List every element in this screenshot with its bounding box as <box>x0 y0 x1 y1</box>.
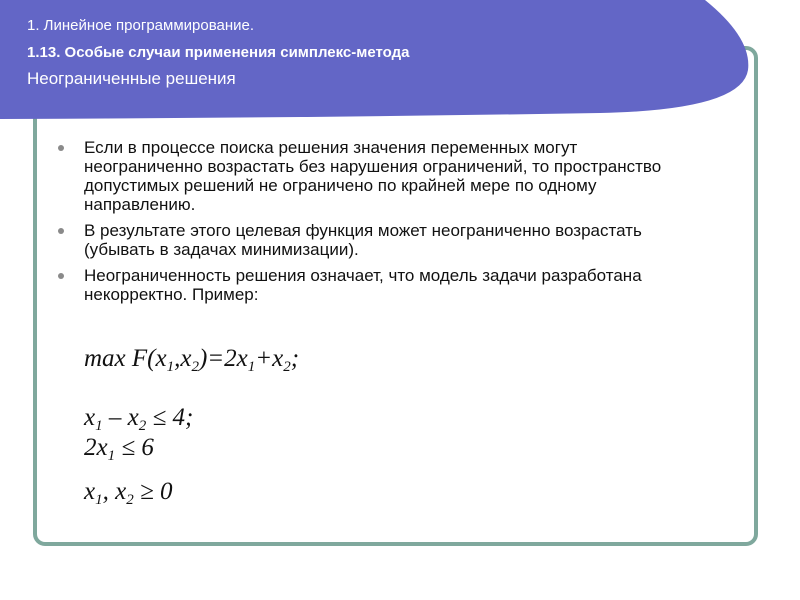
header-section: 1.13. Особые случаи применения симплекс-метода <box>27 44 410 61</box>
header-topic: 1. Линейное программирование. <box>27 17 255 34</box>
constraint-nonnegativity: $x_1$, $x_2 \ge 0$ <box>84 478 173 508</box>
bullet-list <box>58 138 698 311</box>
bullet-item <box>58 138 698 214</box>
bullet-item <box>58 266 698 304</box>
constraint-2: $2x_1 \le 6$ <box>84 434 154 464</box>
bullet-dot-icon <box>58 273 64 279</box>
bullet-item <box>58 221 698 259</box>
constraint-1: $x_1 - x_2 \le 4$; <box>84 404 194 434</box>
header-subtitle: Неограниченные решения <box>27 69 236 88</box>
objective-function: $\max F(x_1,x_2)=2x_1+x_2$; <box>84 345 300 375</box>
bullet-dot-icon <box>58 145 64 151</box>
bullet-text: В результате этого целевая функция может неограниченно возрастать (убывать в задачах минимизации). <box>84 221 642 259</box>
bullet-dot-icon <box>58 228 64 234</box>
header <box>27 10 410 90</box>
bullet-text: Неограниченность решения означает, что модель задачи разработана некорректно. Пример: <box>84 266 642 304</box>
bullet-text: Если в процессе поиска решения значения переменных могут неограниченно возрастать без нарушения ограничений, то пространство допустимых решений не ограничено по крайней мере по одному направлению. <box>84 138 662 214</box>
